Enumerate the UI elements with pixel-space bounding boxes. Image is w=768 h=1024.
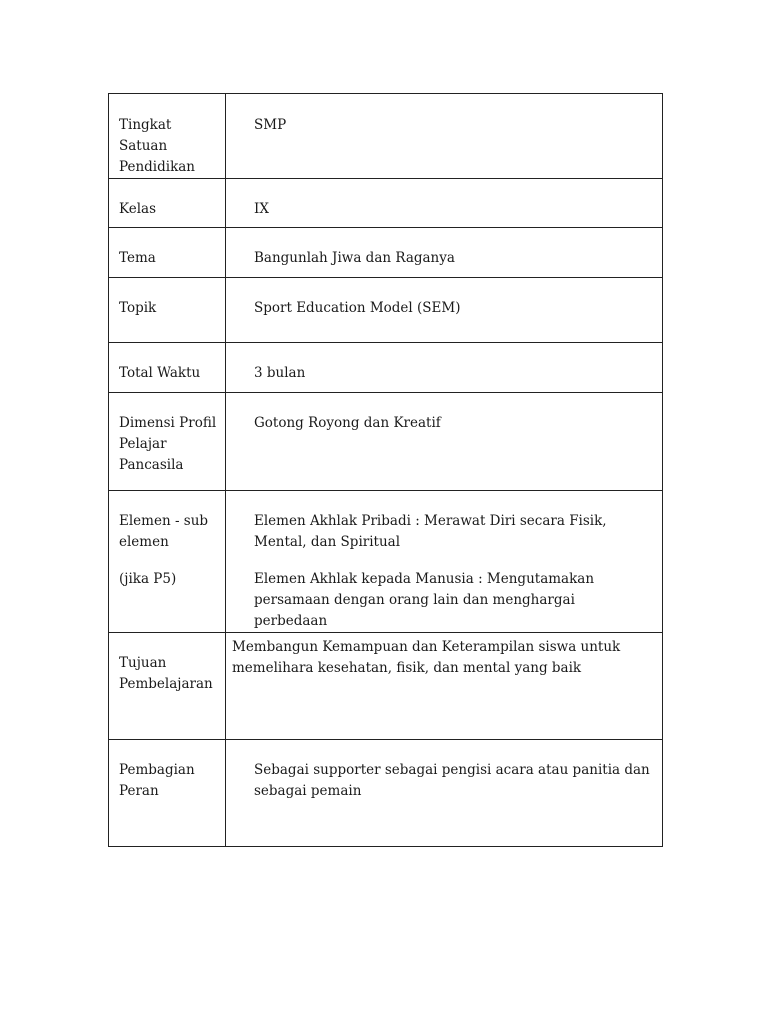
row-value-cell — [226, 393, 663, 491]
row-value-cell — [226, 179, 663, 228]
row-label: Pembagian Peran — [119, 762, 195, 799]
table-row — [109, 228, 663, 278]
row-label-cell — [109, 228, 226, 278]
row-label: Dimensi Profil Pelajar Pancasila — [119, 415, 217, 473]
row-value: Elemen Akhlak Pribadi : Merawat Diri secara Fisik, Mental, dan Spiritual — [254, 513, 607, 550]
row-label: Topik — [119, 300, 157, 316]
row-label-cell — [109, 94, 226, 179]
row-label: Tingkat Satuan Pendidikan — [119, 117, 196, 175]
row-value: Membangun Kemampuan dan Keterampilan siswa untuk memelihara kesehatan, fisik, dan mental yang baik — [232, 639, 621, 676]
row-label-cell — [109, 179, 226, 228]
row-value-cell — [226, 94, 663, 179]
row-label-note: (jika P5) — [119, 571, 177, 587]
row-value: SMP — [254, 117, 287, 133]
row-label-cell — [109, 278, 226, 343]
row-label: Tema — [119, 250, 156, 266]
table-row — [109, 633, 663, 740]
row-value: 3 bulan — [254, 365, 306, 381]
row-value: IX — [254, 201, 269, 217]
row-label: Elemen - sub elemen — [119, 513, 209, 550]
row-value-cell — [226, 740, 663, 847]
row-label-cell — [109, 633, 226, 740]
row-value-cell — [226, 343, 663, 393]
table-row — [109, 740, 663, 847]
table-row — [109, 491, 663, 633]
row-label: Tujuan Pembelajaran — [119, 655, 213, 692]
row-value-cell — [226, 633, 663, 740]
row-label-cell — [109, 343, 226, 393]
row-label-cell — [109, 491, 226, 633]
module-info-table — [108, 93, 663, 847]
table-row — [109, 94, 663, 179]
row-value-cell — [226, 228, 663, 278]
table-row — [109, 278, 663, 343]
row-value: Gotong Royong dan Kreatif — [254, 415, 441, 431]
table-row — [109, 179, 663, 228]
row-value: Sebagai supporter sebagai pengisi acara atau panitia dan sebagai pemain — [254, 762, 650, 799]
row-label: Total Waktu — [119, 365, 201, 381]
row-value-cell — [226, 491, 663, 633]
row-label-cell — [109, 393, 226, 491]
row-value: Elemen Akhlak kepada Manusia : Mengutamakan persamaan dengan orang lain dan menghargai perbedaan — [254, 571, 595, 629]
row-value-cell — [226, 278, 663, 343]
table-row — [109, 343, 663, 393]
row-value: Sport Education Model (SEM) — [254, 300, 461, 316]
row-label-cell — [109, 740, 226, 847]
table-row — [109, 393, 663, 491]
row-label: Kelas — [119, 201, 157, 217]
row-value: Bangunlah Jiwa dan Raganya — [254, 250, 455, 266]
